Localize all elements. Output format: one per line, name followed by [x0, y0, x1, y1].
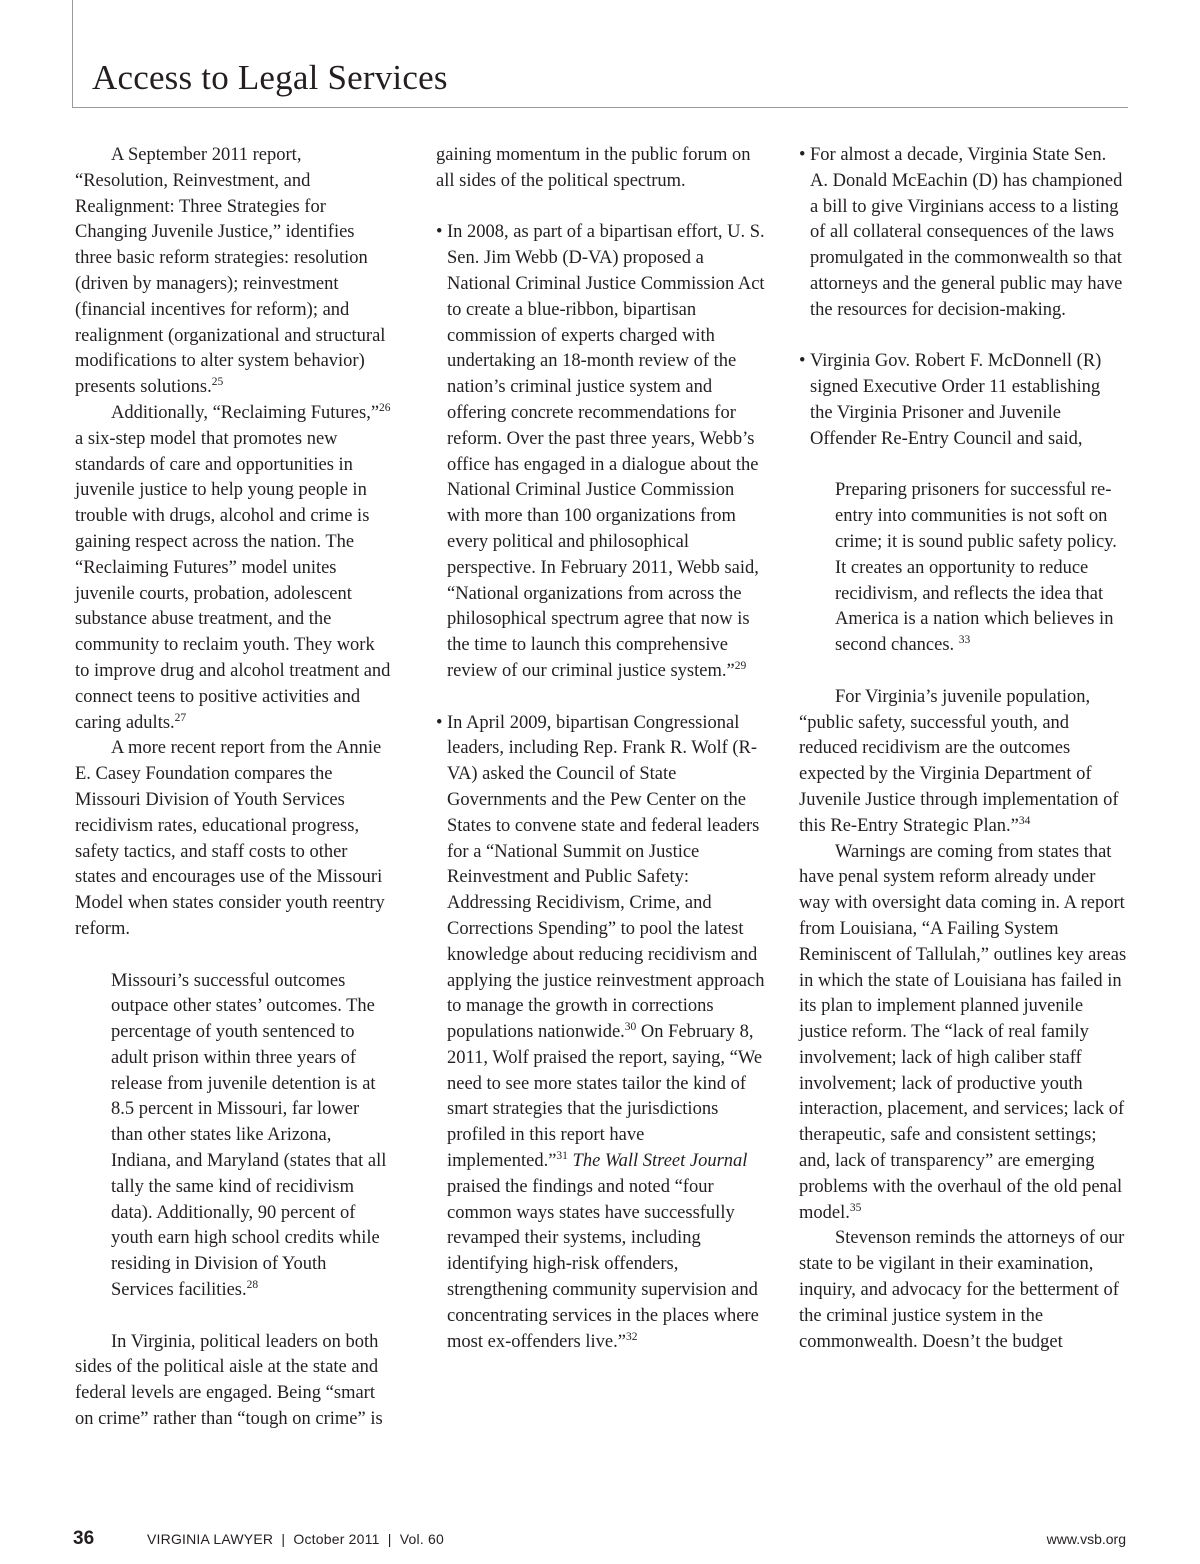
- bullet-mcdonnell: • Virginia Gov. Robert F. McDonnell (R) signed Executive Order 11 establishing the Virginia Prisoner and Juvenile Offender Re-Entry Council and said,: [799, 351, 1102, 449]
- block-quote-missouri: Missouri’s successful outcomes outpace other states’ outcomes. The percentage of youth sentenced to adult prison within three years of release from juvenile detention is at 8.5 percent in Missouri, far lower than other states like Arizona, Indiana, and Maryland (states that all tally the same kind of recidivism data). Additionally, 90 percent of youth earn high school credits while residing in Division of Youth Services facilities.$^{28}$: [111, 970, 387, 1301]
- paragraph-casey-foundation: A more recent report from the Annie E. Casey Foundation compares the Missouri Division of Youth Services recidivism rates, educational progress, safety tactics, and staff costs to other states and encourages use of the Missouri Model when states consider youth reentry reform.: [75, 738, 385, 939]
- header-vertical-rule: [72, 0, 73, 108]
- bullet-webb-commission: • In 2008, as part of a bipartisan effort, U. S. Sen. Jim Webb (D-VA) proposed a National Criminal Justice Commission Act to create a blue-ribbon, bipartisan commission of experts charged with undertaking an 18-month review of the nation’s criminal justice system and offering concrete recommendations for reform. Over the past three years, Webb’s office has engaged in a dialogue about the National Criminal Justice Commission with more than 100 organizations from every political and philosophical perspective. In February 2011, Webb said, “National organizations from across the philosophical spectrum agree that now is the time to launch this comprehensive review of our criminal justice system.”$^{29}$: [436, 222, 765, 681]
- footnote-ref: 25: [211, 376, 224, 389]
- header-horizontal-rule: [72, 107, 1128, 108]
- column-2: [436, 143, 768, 1355]
- footnote-ref: 34: [1018, 814, 1031, 827]
- paragraph-stevenson: Stevenson reminds the attorneys of our state to be vigilant in their examination, inquiry, and advocacy for the betterment of the criminal justice system in the commonwealth. Doesn’t the budget: [799, 1228, 1125, 1352]
- paragraph-virginia-leaders: In Virginia, political leaders on both sides of the political aisle at the state and federal levels are engaged. Being “smart on crime” rather than “tough on crime” is: [75, 1331, 383, 1430]
- website-link[interactable]: www.vsb.org: [1046, 1531, 1126, 1547]
- paragraph-report-2011: A September 2011 report, “Resolution, Reinvestment, and Realignment: Three Strategies for Changing Juvenile Justice,” identifies three basic reform strategies: resolution (driven by managers); reinvestment (financial incentives for reform); and realignment (organizational and structural modifications to alter system behavior) presents solutions.$^{25}$: [75, 145, 386, 398]
- footnote-ref: 31: [556, 1150, 568, 1163]
- column-3: [799, 143, 1127, 1355]
- bullet-mceachin: • For almost a decade, Virginia State Sen. A. Donald McEachin (D) has championed a bill to give Virginians access to a listing of all collateral consequences of the laws promulgated in the commonwealth so that attorneys and the general public may have the resources for decision-making.: [799, 145, 1123, 320]
- footnote-ref: 26: [379, 401, 391, 414]
- section-title: Access to Legal Services: [92, 58, 448, 97]
- block-quote-reentry: Preparing prisoners for successful re-entry into communities is not soft on crime; it is sound public safety policy. It creates an opportunity to reduce recidivism, and reflects the idea that America is a nation which believes in second chances. $^{33}$: [835, 480, 1117, 656]
- paragraph-reclaiming-futures: Additionally, “Reclaiming Futures,”$^{26}$ a six-step model that promotes new standards of care and opportunities in juvenile justice to help young people in trouble with drugs, alcohol and crime is gaining respect across the nation. The “Reclaiming Futures” model unites juvenile courts, probation, adolescent substance abuse treatment, and the community to reclaim youth. They work to improve drug and alcohol treatment and connect teens to positive activities and caring adults.$^{27}$: [75, 401, 391, 733]
- bullet-marker: •: [436, 222, 443, 243]
- publication-title: The Wall Street Journal: [572, 1151, 748, 1172]
- footnote-ref: 28: [246, 1279, 259, 1292]
- bullet-marker: •: [799, 351, 806, 372]
- magazine-footer: VIRGINIA LAWYER | October 2011 | Vol. 60: [147, 1531, 444, 1547]
- footnote-ref: 32: [625, 1330, 638, 1343]
- footnote-ref: 33: [958, 634, 971, 647]
- bullet-wolf-summit: • In April 2009, bipartisan Congressional leaders, including Rep. Frank R. Wolf (R-VA) asked the Council of State Governments and the Pew Center on the States to convene state and federal leaders for a “National Summit on Justice Reinvestment and Public Safety: Addressing Recidivism, Crime, and Corrections Spending” to pool the latest knowledge about reducing recidivism and applying the justice reinvestment approach to manage the growth in corrections populations nationwide.$^{30}$ On February 8, 2011, Wolf praised the report, saying, “We need to see more states tailor the kind of smart strategies that the jurisdictions profiled in this report have implemented.”$^{31}$ The Wall Street Journal praised the findings and noted “four common ways states have successfully revamped their systems, including identifying high-risk offenders, strengthening community supervision and concentrating services in the places where most ex-offenders live.”$^{32}$: [436, 712, 765, 1352]
- paragraph-louisiana-warnings: Warnings are coming from states that have penal system reform already under way with oversight data coming in. A report from Louisiana, “A Failing System Reminiscent of Tallulah,” outlines key areas in which the state of Louisiana has failed in its plan to implement planned juvenile justice reform. The “lack of real family involvement; lack of high caliber staff involvement; lack of productive youth interaction, placement, and services; lack of therapeutic, safe and consistent settings; and, lack of transparency” are emerging problems with the overhaul of the old penal model.$^{35}$: [799, 841, 1127, 1223]
- bullet-marker: •: [436, 712, 443, 733]
- paragraph-juvenile-population: For Virginia’s juvenile population, “public safety, successful youth, and reduced recidivism are the outcomes expected by the Virginia Department of Juvenile Justice through implementation of this Re-Entry Strategic Plan.”$^{34}$: [799, 686, 1119, 836]
- paragraph-continued: gaining momentum in the public forum on all sides of the political spectrum.: [436, 145, 751, 191]
- bullet-marker: •: [799, 145, 806, 165]
- footnote-ref: 35: [849, 1201, 862, 1214]
- page-number: 36: [73, 1528, 95, 1549]
- footnote-ref: 27: [174, 711, 187, 724]
- footnote-ref: 30: [624, 1021, 637, 1034]
- column-1: [75, 143, 393, 1433]
- footnote-ref: 29: [734, 659, 747, 672]
